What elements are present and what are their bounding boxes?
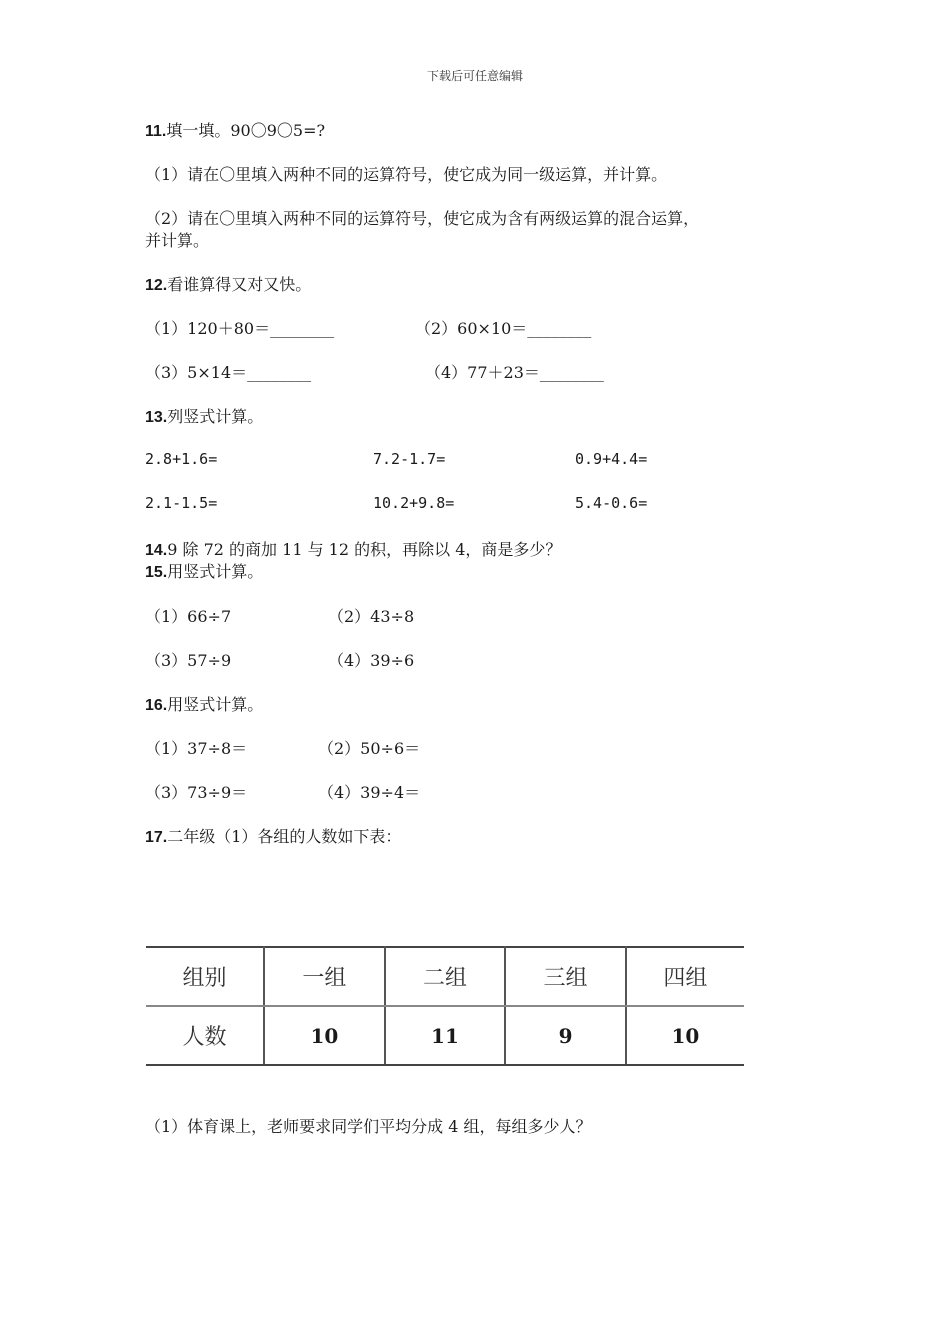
q11-part-1: （1）请在〇里填入两种不同的运算符号，使它成为同一级运算，并计算。 xyxy=(145,165,668,184)
question-text: 二年级（1）各组的人数如下表： xyxy=(167,827,402,846)
question-14 xyxy=(145,537,561,560)
table-cell: 二组 xyxy=(385,947,506,1006)
question-text: 9 除 72 的商加 11 与 12 的积，再除以 4，商是多少？ xyxy=(167,540,562,559)
question-number: 14. xyxy=(145,542,168,559)
question-13 xyxy=(145,404,263,427)
question-number: 16. xyxy=(145,697,168,714)
table-cell: 四组 xyxy=(626,947,744,1006)
question-text: 看谁算得又对又快。 xyxy=(167,275,312,294)
q12-item-3: （3）5×14＝________ xyxy=(145,363,312,382)
q11-part-2-line-2: 并计算。 xyxy=(145,231,210,250)
q12-item-2: （2）60×10＝________ xyxy=(415,319,592,338)
q13-item-1: 2.8+1.6= xyxy=(145,450,218,468)
table-row xyxy=(146,947,744,1006)
table-row xyxy=(146,1006,744,1065)
q11-part-2-line-1: （2）请在〇里填入两种不同的运算符号，使它成为含有两级运算的混合运算， xyxy=(145,209,700,228)
question-text: 用竖式计算。 xyxy=(167,562,264,581)
question-16 xyxy=(145,692,263,715)
q13-item-6: 5.4-0.6= xyxy=(575,494,648,512)
q13-item-5: 10.2+9.8= xyxy=(373,494,455,512)
question-11 xyxy=(145,118,325,141)
question-15 xyxy=(145,559,263,582)
q12-item-4: （4）77＋23＝________ xyxy=(425,363,604,382)
table-cell: 9 xyxy=(505,1006,626,1065)
question-number: 13. xyxy=(145,409,168,426)
question-number: 12. xyxy=(145,277,168,294)
question-text: 列竖式计算。 xyxy=(167,407,264,426)
group-count-table xyxy=(146,946,744,1066)
q16-item-2: （2）50÷6＝ xyxy=(318,739,421,758)
q17-part-1: （1）体育课上，老师要求同学们平均分成 4 组，每组多少人？ xyxy=(145,1117,592,1136)
q13-item-2: 7.2-1.7= xyxy=(373,450,446,468)
table-cell: 一组 xyxy=(264,947,385,1006)
q16-item-4: （4）39÷4＝ xyxy=(318,783,421,802)
q15-item-2: （2）43÷8 xyxy=(328,607,415,626)
q15-item-3: （3）57÷9 xyxy=(145,651,232,670)
table-cell: 组别 xyxy=(146,947,264,1006)
question-number: 11. xyxy=(145,123,167,140)
question-number: 17. xyxy=(145,829,168,846)
table-cell: 10 xyxy=(626,1006,744,1065)
table-cell: 10 xyxy=(264,1006,385,1065)
question-12 xyxy=(145,272,311,295)
table-cell: 三组 xyxy=(505,947,626,1006)
q12-item-1: （1）120＋80＝________ xyxy=(145,319,335,338)
page-header: 下载后可任意编辑 xyxy=(426,69,523,83)
table-cell: 人数 xyxy=(146,1006,264,1065)
question-text: 填一填。90〇9〇5=? xyxy=(166,121,326,140)
table-cell: 11 xyxy=(385,1006,506,1065)
q15-item-4: （4）39÷6 xyxy=(328,651,415,670)
q13-item-3: 0.9+4.4= xyxy=(575,450,648,468)
q16-item-1: （1）37÷8＝ xyxy=(145,739,248,758)
question-17 xyxy=(145,824,401,847)
question-text: 用竖式计算。 xyxy=(167,695,264,714)
q16-item-3: （3）73÷9＝ xyxy=(145,783,248,802)
question-number: 15. xyxy=(145,564,168,581)
q13-item-4: 2.1-1.5= xyxy=(145,494,218,512)
q15-item-1: （1）66÷7 xyxy=(145,607,232,626)
